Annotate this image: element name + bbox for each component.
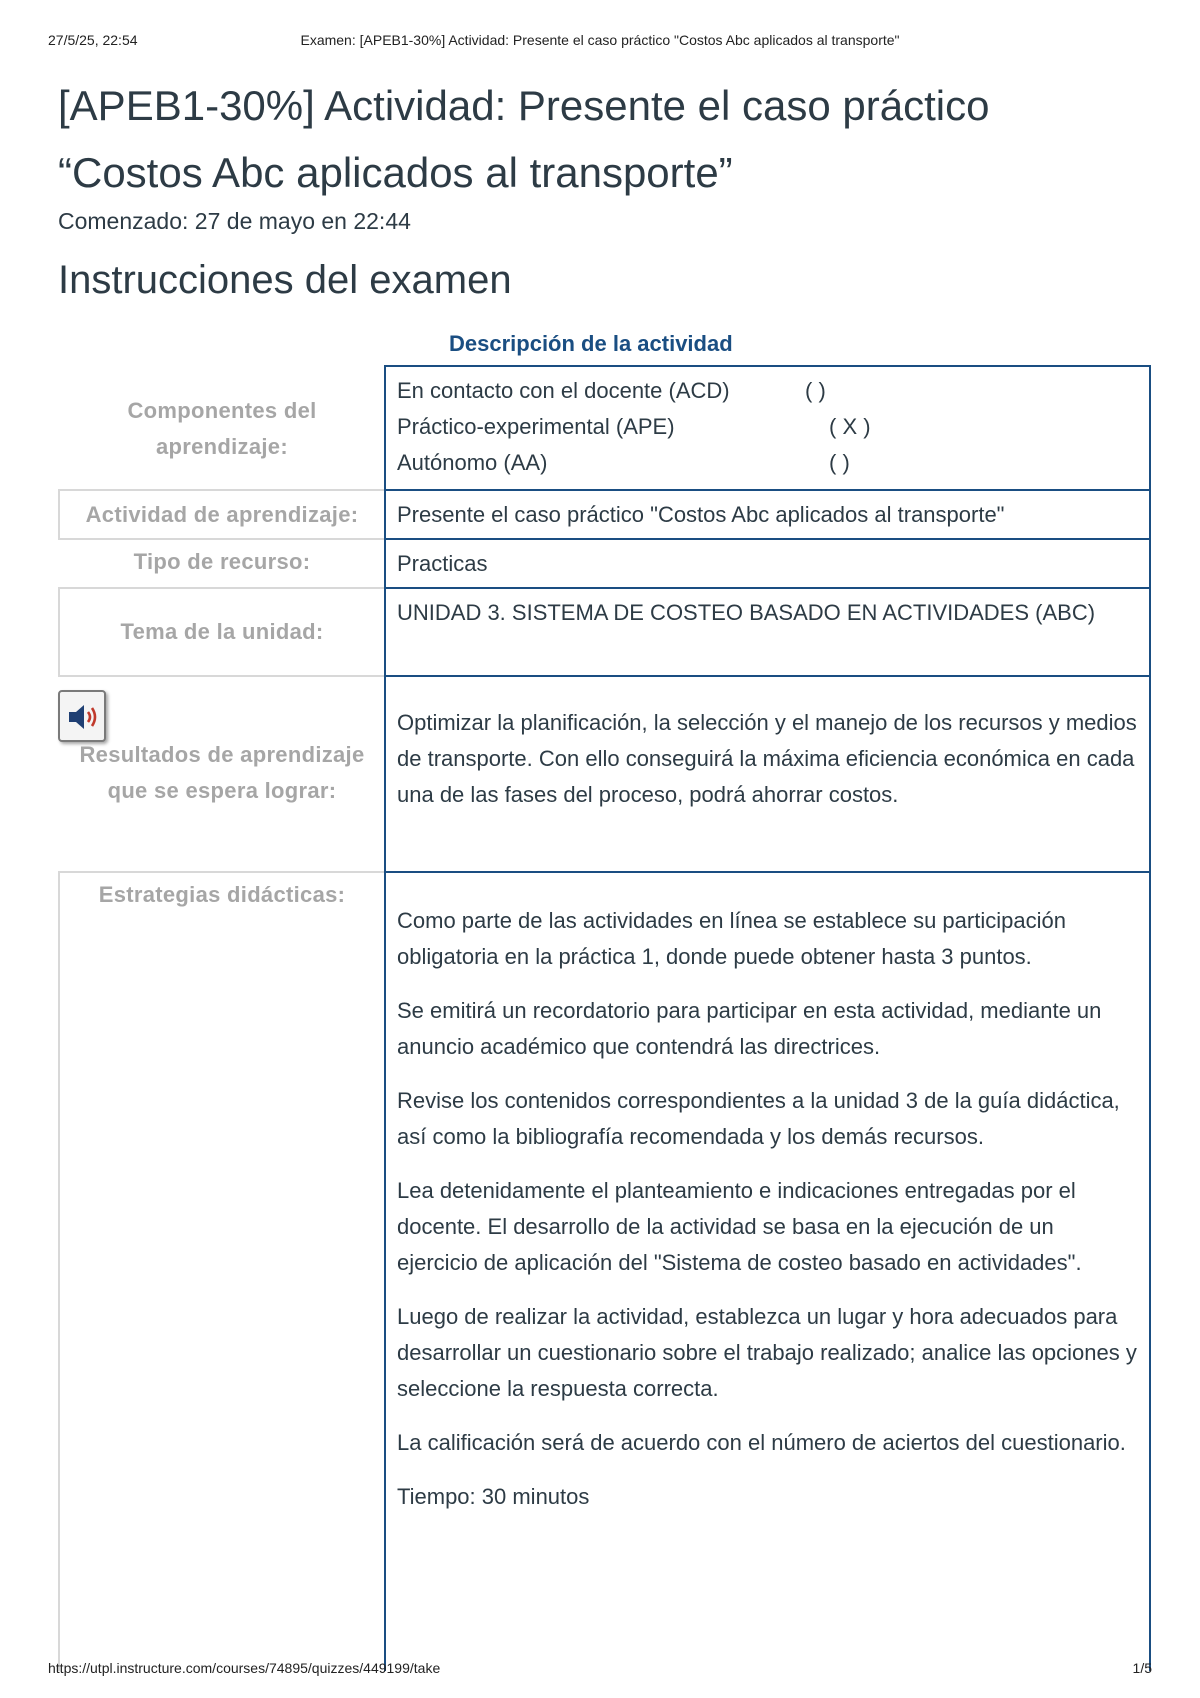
quiz-title bbox=[58, 72, 1138, 206]
table-caption-text: Descripción de la actividad bbox=[449, 331, 733, 356]
label-tipo-recurso bbox=[58, 538, 386, 589]
componente-mark-ape: ( X ) bbox=[829, 414, 871, 439]
label-tema bbox=[58, 587, 386, 677]
estrategia-paragraph: Se emitirá un recordatorio para participar en esta actividad, mediante un anuncio académico que contendrá las directrices. bbox=[397, 998, 1102, 1059]
print-page-number: 1/5 bbox=[1132, 1660, 1152, 1676]
label-estrategias-text: Estrategias didácticas: bbox=[98, 882, 346, 907]
componente-item-aa bbox=[397, 445, 1139, 481]
label-actividad bbox=[58, 489, 386, 540]
componente-item-ape bbox=[397, 409, 1139, 445]
label-actividad-text: Actividad de aprendizaje: bbox=[85, 502, 359, 527]
value-estrategias bbox=[384, 871, 1151, 1671]
value-actividad: Presente el caso práctico "Costos Abc aplicados al transporte" bbox=[384, 489, 1151, 540]
label-componentes-line1: Componentes del bbox=[127, 398, 317, 423]
estrategia-paragraph: Revise los contenidos correspondientes a la unidad 3 de la guía didáctica, así como la bibliografía recomendada y los demás recursos. bbox=[397, 1088, 1120, 1149]
estrategia-paragraph: Lea detenidamente el planteamiento e indicaciones entregadas por el docente. El desarrollo de la actividad se basa en la ejecución de un ejercicio de aplicación del "Sistema de costeo basado en actividades". bbox=[397, 1178, 1082, 1275]
print-url: https://utpl.instructure.com/courses/74895/quizzes/449199/take bbox=[48, 1660, 441, 1676]
componente-label-acd: En contacto con el docente (ACD) bbox=[397, 378, 730, 403]
label-tema-text: Tema de la unidad: bbox=[120, 619, 324, 644]
label-estrategias bbox=[58, 871, 386, 1671]
componente-label-aa: Autónomo (AA) bbox=[397, 450, 548, 475]
quiz-title-line1: [APEB1-30%] Actividad: Presente el caso práctico bbox=[58, 82, 990, 129]
componente-mark-acd: ( ) bbox=[805, 378, 826, 403]
estrategia-paragraph: Luego de realizar la actividad, establezca un lugar y hora adecuados para desarrollar un cuestionario sobre el trabajo realizado; analice las opciones y seleccione la respuesta correcta. bbox=[397, 1304, 1137, 1401]
row-actividad bbox=[58, 489, 1151, 540]
instructions-heading: Instrucciones del examen bbox=[58, 258, 512, 302]
quiz-title-line2: “Costos Abc aplicados al transporte” bbox=[58, 149, 733, 196]
read-aloud-button[interactable] bbox=[58, 690, 106, 742]
label-resultados-line1: Resultados de aprendizaje bbox=[79, 742, 365, 767]
print-footer bbox=[48, 1660, 1152, 1680]
estrategia-paragraph: Como parte de las actividades en línea se establece su participación obligatoria en la práctica 1, donde puede obtener hasta 3 puntos. bbox=[397, 908, 1066, 969]
componente-label-ape: Práctico-experimental (APE) bbox=[397, 414, 675, 439]
label-resultados bbox=[58, 675, 386, 873]
row-tema bbox=[58, 587, 1151, 677]
value-tipo-recurso: Practicas bbox=[384, 538, 1151, 589]
estrategia-paragraph: La calificación será de acuerdo con el número de aciertos del cuestionario. bbox=[397, 1430, 1126, 1455]
row-resultados bbox=[58, 675, 1151, 873]
quiz-started-time: Comenzado: 27 de mayo en 22:44 bbox=[58, 208, 411, 234]
label-tipo-recurso-text: Tipo de recurso: bbox=[133, 549, 311, 574]
print-header bbox=[48, 32, 1152, 52]
row-estrategias bbox=[58, 871, 1151, 1671]
row-componentes bbox=[58, 365, 1151, 491]
print-date: 27/5/25, 22:54 bbox=[48, 32, 138, 48]
print-page-title: Examen: [APEB1-30%] Actividad: Presente el caso práctico "Costos Abc aplicados al transporte" bbox=[300, 32, 900, 48]
speaker-volume-icon bbox=[66, 701, 100, 733]
estrategia-tiempo: Tiempo: 30 minutos bbox=[397, 1484, 590, 1509]
label-componentes bbox=[58, 365, 386, 491]
componente-item-acd bbox=[397, 373, 1139, 409]
value-componentes bbox=[384, 365, 1151, 491]
value-resultados: Optimizar la planificación, la selección y el manejo de los recursos y medios de transporte. Con ello conseguirá la máxima eficiencia económica en cada una de las fases del proceso, podrá ahorrar costos. bbox=[384, 675, 1151, 873]
label-componentes-line2: aprendizaje: bbox=[156, 434, 288, 459]
componente-mark-aa: ( ) bbox=[829, 450, 850, 475]
value-tema: UNIDAD 3. SISTEMA DE COSTEO BASADO EN ACTIVIDADES (ABC) bbox=[384, 587, 1151, 677]
label-resultados-line2: que se espera lograr: bbox=[107, 778, 337, 803]
row-tipo-recurso bbox=[58, 538, 1151, 589]
